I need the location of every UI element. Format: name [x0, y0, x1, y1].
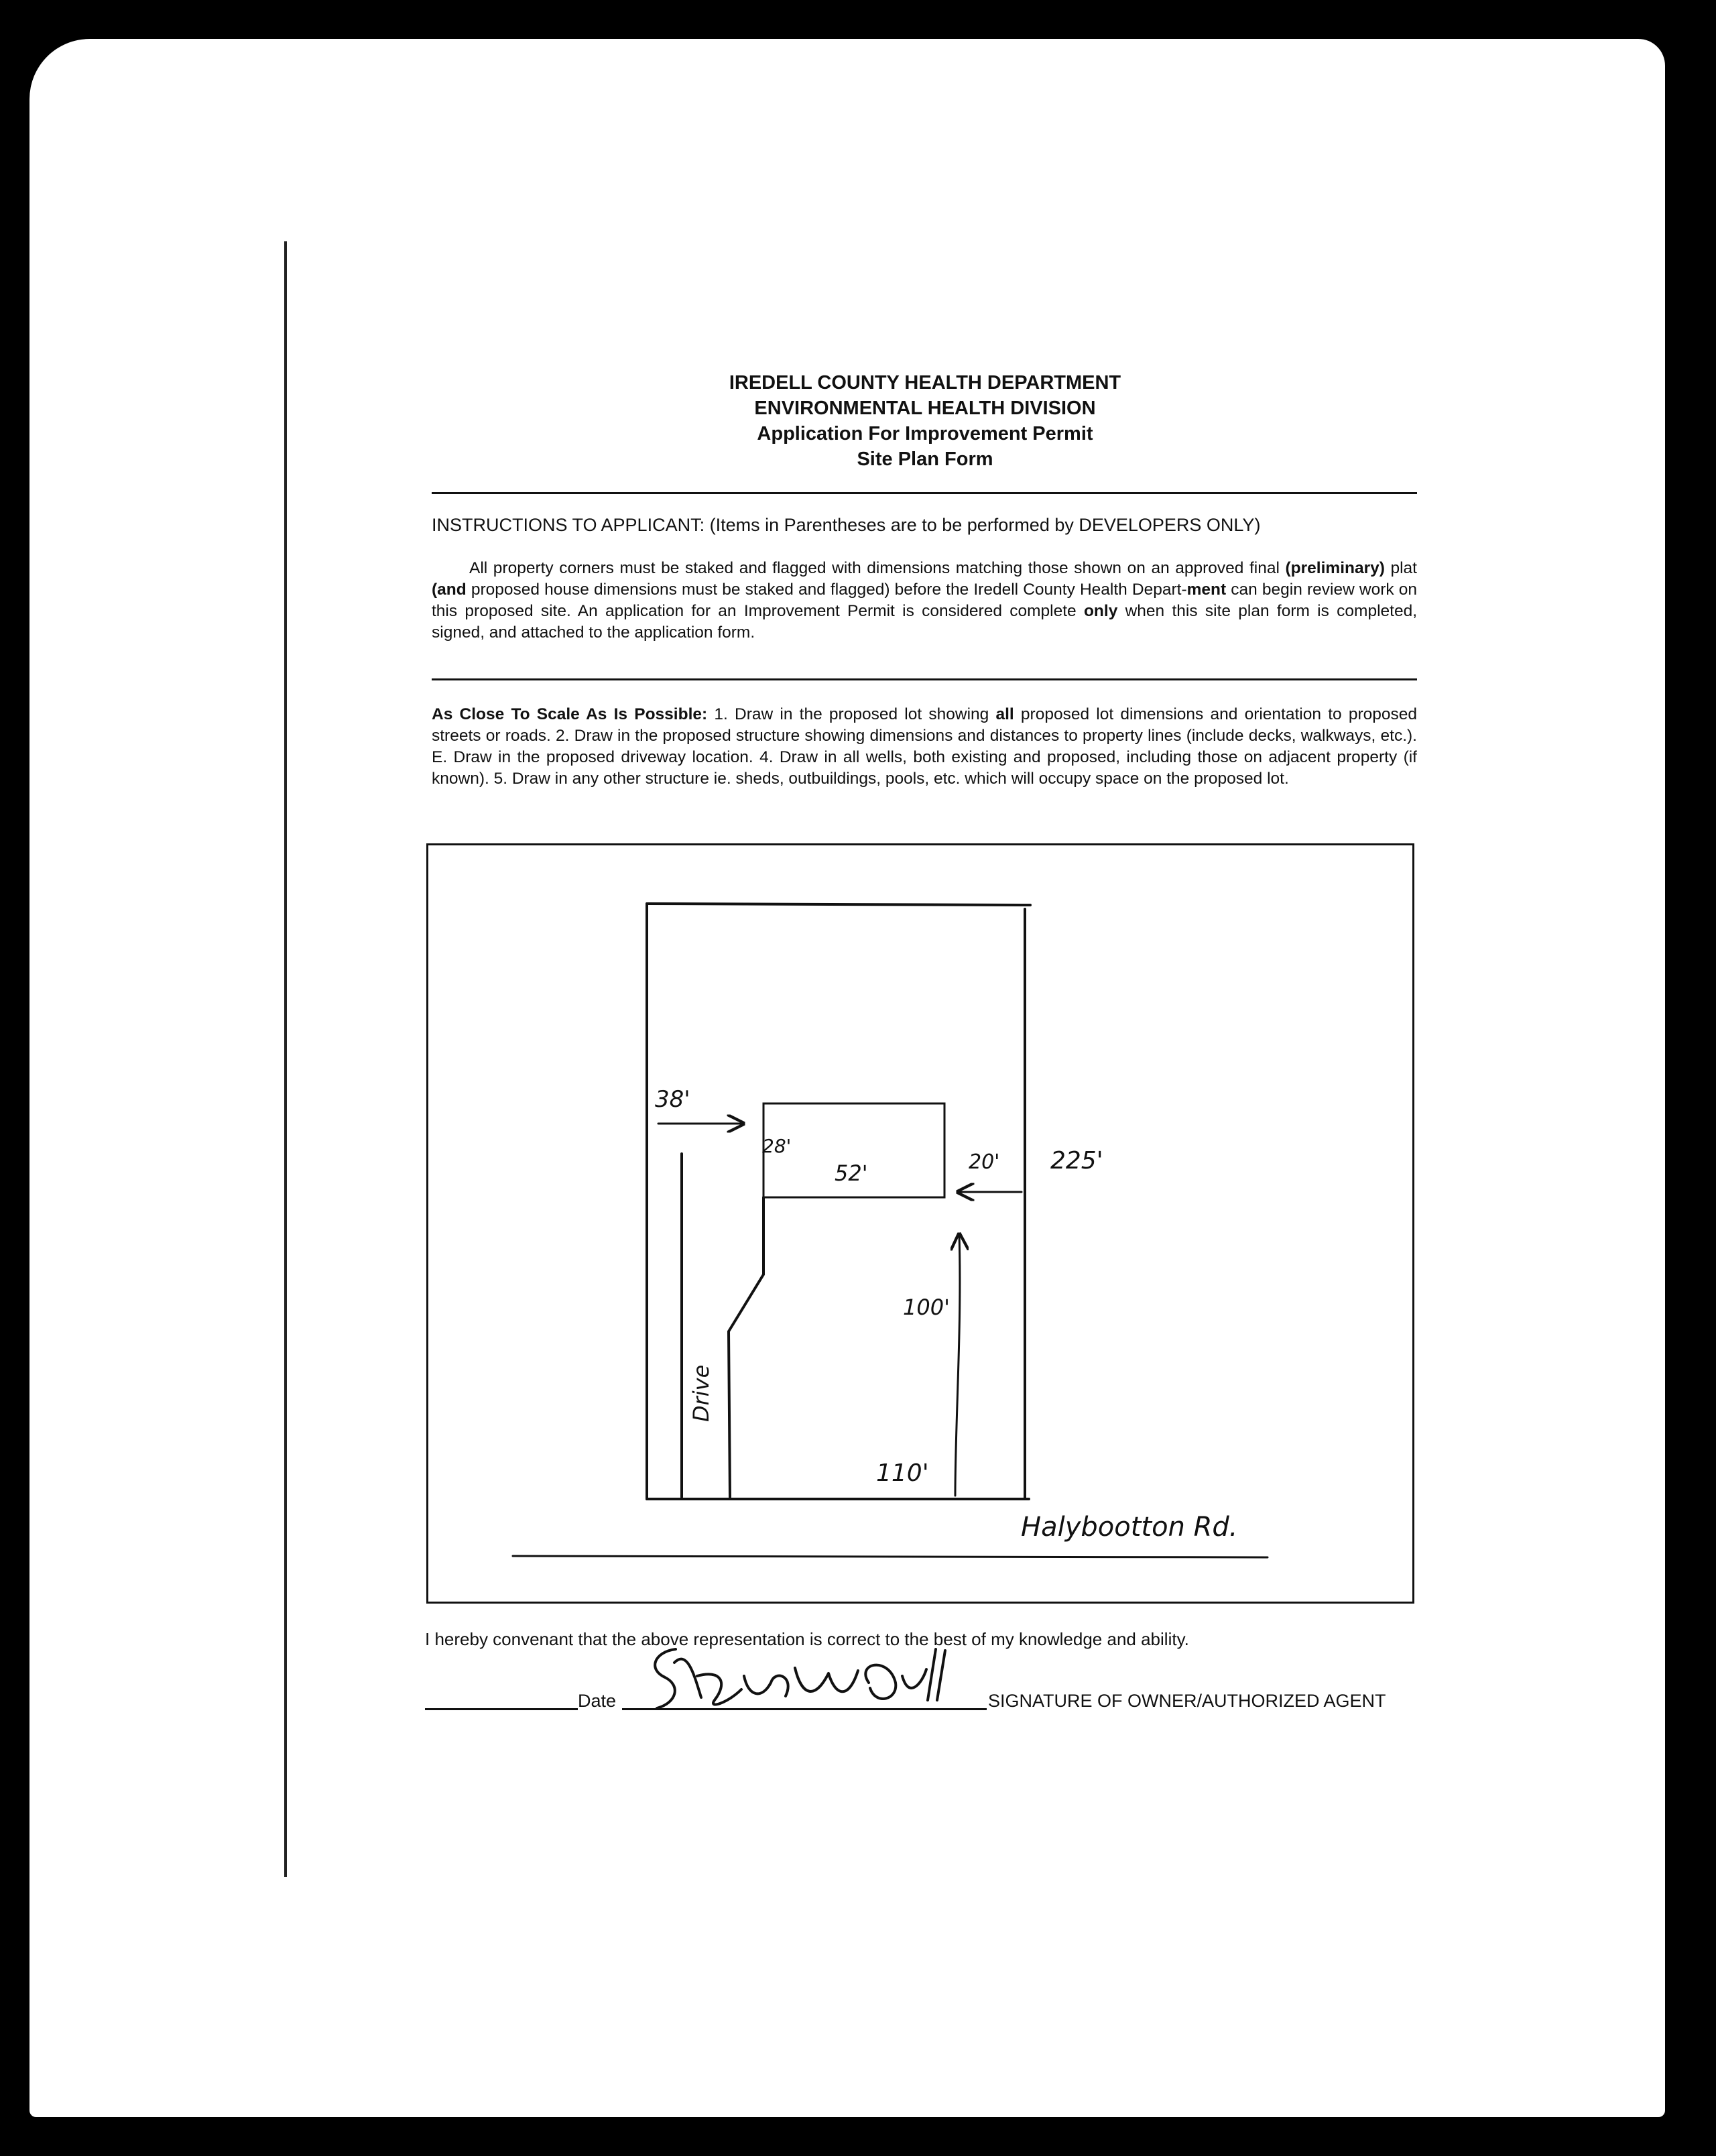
lot-depth-label: 225': [1050, 1147, 1103, 1175]
instr-text-d: (and: [432, 581, 467, 599]
instr-text-h: only: [1083, 602, 1118, 620]
form-header: [402, 370, 1448, 472]
house-width-label: 28': [762, 1135, 792, 1157]
site-plan-drawing: [428, 845, 1416, 1606]
scale-text-2: all: [995, 705, 1014, 723]
house-length-label: 52': [835, 1160, 868, 1186]
signature-caption: SIGNATURE OF OWNER/AUTHORIZED AGENT: [988, 1691, 1386, 1711]
header-division: ENVIRONMENTAL HEALTH DIVISION: [754, 398, 1096, 419]
front-setback-label: 38': [655, 1086, 690, 1113]
instr-text-i: when this site plan form is completed, signed, and attached to the application form.: [432, 602, 1418, 642]
date-value-blank[interactable]: [425, 1708, 578, 1710]
instr-text-f: ment: [1186, 581, 1227, 599]
instr-text-e: proposed house dimensions must be staked and flagged) before the Iredell County Health Depart-: [466, 581, 1187, 599]
side-setback-label: 20': [969, 1150, 1000, 1174]
road-name-label: Halybootton Rd.: [1021, 1512, 1238, 1543]
scale-text-1: 1. Draw in the proposed lot showing: [707, 705, 996, 723]
site-plan-box: [426, 843, 1414, 1604]
header-form-name: Site Plan Form: [857, 448, 993, 470]
covenant-statement: I hereby convenant that the above representation is correct to the best of my knowledge and ability.: [425, 1629, 1189, 1649]
instr-text-b: (preliminary): [1285, 559, 1385, 577]
date-label: Date: [578, 1691, 617, 1711]
instr-text-g: can begin review work on this proposed site. An application for an Improvement Permit is considered complete: [432, 581, 1417, 620]
road-setback-label: 100': [903, 1295, 950, 1320]
instr-text-a: All property corners must be staked and flagged with dimensions matching those shown on an approved final: [469, 559, 1286, 577]
scale-paragraph: [432, 704, 1417, 790]
driveway-right-edge: [729, 1197, 763, 1497]
lot-frontage-label: 110': [876, 1459, 929, 1487]
instructions-paragraph: [432, 558, 1417, 644]
owner-signature: [627, 1636, 949, 1730]
road-line: [513, 1556, 1268, 1557]
divider-top: [432, 492, 1417, 494]
header-agency: IREDELL COUNTY HEALTH DEPARTMENT: [729, 372, 1121, 394]
instructions-title: INSTRUCTIONS TO APPLICANT: (Items in Parentheses are to be performed by DEVELOPERS ONLY): [432, 515, 1261, 535]
instr-text-c: plat: [1384, 559, 1417, 577]
header-form-type: Application For Improvement Permit: [757, 423, 1093, 444]
road-setback-arrow: [955, 1234, 960, 1496]
divider-middle: [432, 678, 1417, 680]
signature-stroke: [655, 1649, 945, 1708]
scale-text-3: proposed lot dimensions and orientation to proposed streets or roads. 2. Draw in the proposed structure showing dimensions and distances to property lines (include decks, walkways, etc.). E. Draw in the proposed driveway location. 4. Draw in all wells, both existing and proposed, including those on adjacent property (if known). 5. Draw in any other structure ie. sheds, outbuildings, pools, etc. which will occupy space on the proposed lot.: [432, 705, 1417, 788]
scale-lead: As Close To Scale As Is Possible:: [432, 705, 708, 723]
lot-line-rear: [647, 904, 1030, 905]
binding-rule: [284, 241, 287, 1877]
drive-label: Drive: [688, 1364, 714, 1422]
